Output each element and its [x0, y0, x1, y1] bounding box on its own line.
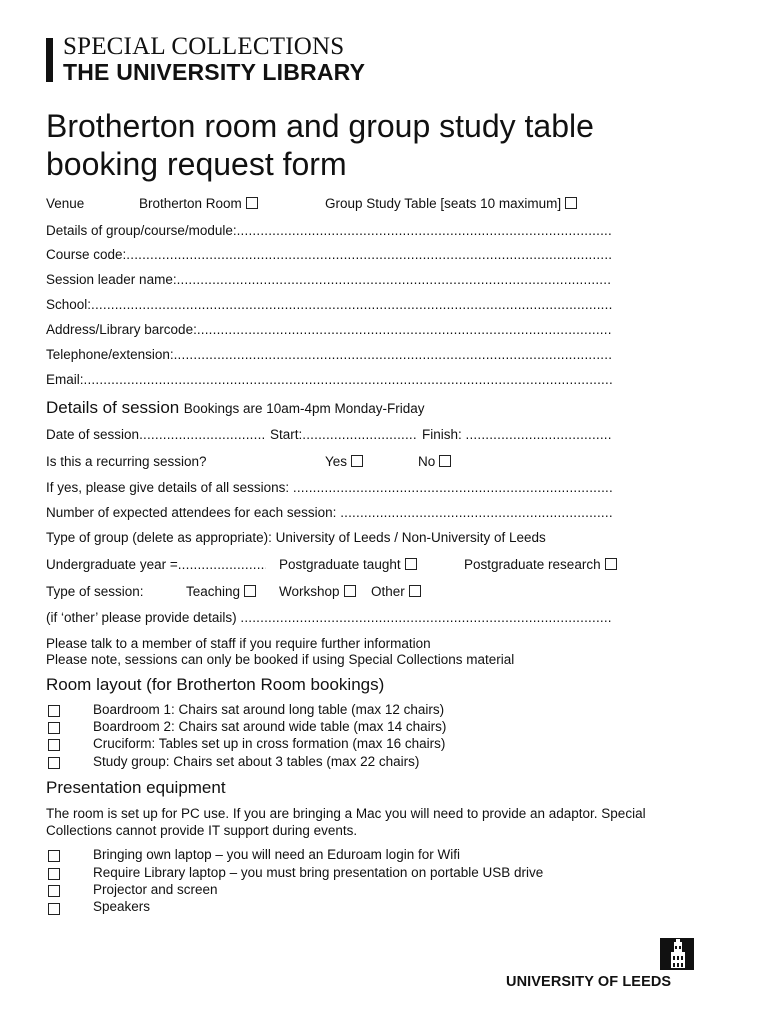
field-label: Date of session — [46, 427, 140, 442]
recurring-no-option[interactable] — [418, 454, 451, 469]
field-input-line[interactable] — [84, 372, 612, 387]
booking-note: Please note, sessions can only be booked if using Special Collections material — [46, 652, 515, 667]
teaching-label: Teaching — [186, 584, 241, 599]
other-label: Other — [371, 584, 405, 599]
field-input-line[interactable] — [126, 247, 612, 262]
library-laptop-checkbox[interactable] — [48, 868, 60, 880]
boardroom1-checkbox[interactable] — [48, 705, 60, 717]
field-input-line[interactable] — [302, 427, 417, 442]
pg-taught-option[interactable] — [279, 557, 417, 572]
field-school[interactable] — [46, 297, 612, 315]
field-start[interactable] — [270, 427, 417, 445]
field-input-line[interactable] — [91, 297, 612, 312]
recurring-yes-label: Yes — [325, 454, 348, 469]
logo-special-collections: SPECIAL COLLECTIONS — [63, 33, 345, 60]
type-of-session-label: Type of session: — [46, 584, 144, 599]
layout-item-boardroom1: Boardroom 1: Chairs sat around long table (max 12 chairs) — [93, 702, 445, 717]
equipment-heading: Presentation equipment — [46, 778, 226, 797]
recurring-yes-checkbox[interactable] — [351, 455, 363, 467]
teaching-checkbox[interactable] — [244, 585, 256, 597]
type-of-group: Type of group (delete as appropriate): University of Leeds / Non-University of Leeds — [46, 530, 546, 545]
field-input-line[interactable] — [197, 322, 612, 337]
pg-research-checkbox[interactable] — [605, 558, 617, 570]
logo-university-library: THE UNIVERSITY LIBRARY — [63, 59, 366, 85]
recurring-no-checkbox[interactable] — [439, 455, 451, 467]
field-input-line[interactable] — [177, 272, 612, 287]
field-label: Session leader name: — [46, 272, 177, 287]
layout-item-boardroom2: Boardroom 2: Chairs sat around wide table (max 14 chairs) — [93, 719, 447, 734]
field-input-line[interactable] — [237, 223, 612, 238]
field-label: Address/Library barcode: — [46, 322, 197, 337]
field-telephone[interactable] — [46, 347, 612, 365]
venue-option-brotherton-label: Brotherton Room — [139, 196, 242, 211]
venue-label: Venue — [46, 196, 85, 211]
equipment-item-library-laptop: Require Library laptop – you must bring presentation on portable USB drive — [93, 865, 544, 880]
workshop-checkbox[interactable] — [344, 585, 356, 597]
field-label: Email: — [46, 372, 84, 387]
field-session-details[interactable] — [46, 480, 612, 498]
equipment-intro: The room is set up for PC use. If you are bringing a Mac you will need to provide an adaptor. Special Collections cannot provide IT support during events. — [46, 806, 646, 838]
pg-taught-checkbox[interactable] — [405, 558, 417, 570]
layout-item-cruciform: Cruciform: Tables set up in cross formation (max 16 chairs) — [93, 736, 446, 751]
equipment-item-own-laptop: Bringing own laptop – you will need an Eduroam login for Wifi — [93, 847, 460, 862]
venue-option-group-study-label: Group Study Table [seats 10 maximum] — [325, 196, 562, 211]
equipment-item-projector: Projector and screen — [93, 882, 218, 897]
recurring-question: Is this a recurring session? — [46, 454, 207, 469]
field-finish[interactable] — [422, 427, 612, 445]
field-input-line[interactable] — [293, 480, 612, 495]
field-label: Undergraduate year = — [46, 557, 178, 572]
field-other-details[interactable] — [46, 610, 612, 628]
teaching-option[interactable] — [186, 584, 256, 599]
parkinson-tower-icon — [506, 936, 696, 970]
field-label: School: — [46, 297, 92, 312]
field-label: Details of group/course/module: — [46, 223, 237, 238]
boardroom2-checkbox[interactable] — [48, 722, 60, 734]
pg-research-option[interactable] — [464, 557, 617, 572]
session-heading-line — [46, 398, 425, 418]
speakers-checkbox[interactable] — [48, 903, 60, 915]
field-input-line[interactable] — [466, 427, 612, 442]
cruciform-checkbox[interactable] — [48, 739, 60, 751]
field-input-line[interactable] — [340, 505, 612, 520]
field-address-barcode[interactable] — [46, 322, 612, 340]
workshop-label: Workshop — [279, 584, 340, 599]
page-title: Brotherton room and group study table booking request form — [46, 108, 594, 182]
room-layout-heading: Room layout (for Brotherton Room bookings) — [46, 675, 385, 694]
field-email[interactable] — [46, 372, 612, 390]
other-checkbox[interactable] — [409, 585, 421, 597]
session-hours-note: Bookings are 10am-4pm Monday-Friday — [183, 401, 425, 416]
field-session-leader[interactable] — [46, 272, 612, 290]
field-input-line[interactable] — [174, 347, 612, 362]
field-label: Telephone/extension: — [46, 347, 174, 362]
field-group-details[interactable] — [46, 223, 612, 241]
recurring-no-label: No — [418, 454, 436, 469]
equipment-item-speakers: Speakers — [93, 899, 151, 914]
field-input-line[interactable] — [139, 427, 266, 442]
own-laptop-checkbox[interactable] — [48, 850, 60, 862]
field-input-line[interactable] — [240, 610, 612, 625]
recurring-yes-option[interactable] — [325, 454, 363, 469]
field-label: Number of expected attendees for each session: — [46, 505, 337, 520]
university-of-leeds-logo — [506, 936, 696, 992]
other-option[interactable] — [371, 584, 421, 599]
layout-item-study-group: Study group: Chairs set about 3 tables (max 22 chairs) — [93, 754, 420, 769]
field-input-line[interactable] — [178, 557, 266, 572]
university-name: UNIVERSITY OF LEEDS — [506, 974, 672, 990]
brotherton-room-checkbox[interactable] — [246, 197, 258, 209]
field-label: Start: — [270, 427, 303, 442]
venue-option-group-study[interactable] — [325, 196, 577, 211]
pg-taught-label: Postgraduate taught — [279, 557, 401, 572]
field-label: Course code: — [46, 247, 127, 262]
field-course-code[interactable] — [46, 247, 612, 265]
field-undergraduate-year[interactable] — [46, 557, 266, 575]
field-date-of-session[interactable] — [46, 427, 266, 445]
field-label: (if ‘other’ please provide details) — [46, 610, 237, 625]
field-label: If yes, please give details of all sessions: — [46, 480, 290, 495]
pg-research-label: Postgraduate research — [464, 557, 601, 572]
logo-bar — [46, 38, 53, 82]
field-label: Finish: — [422, 427, 462, 442]
group-study-table-checkbox[interactable] — [565, 197, 577, 209]
workshop-option[interactable] — [279, 584, 356, 599]
field-attendees[interactable] — [46, 505, 612, 523]
projector-checkbox[interactable] — [48, 885, 60, 897]
venue-option-brotherton[interactable] — [139, 196, 258, 211]
study-group-checkbox[interactable] — [48, 757, 60, 769]
staff-note: Please talk to a member of staff if you require further information — [46, 636, 431, 651]
session-heading: Details of session — [46, 398, 180, 417]
